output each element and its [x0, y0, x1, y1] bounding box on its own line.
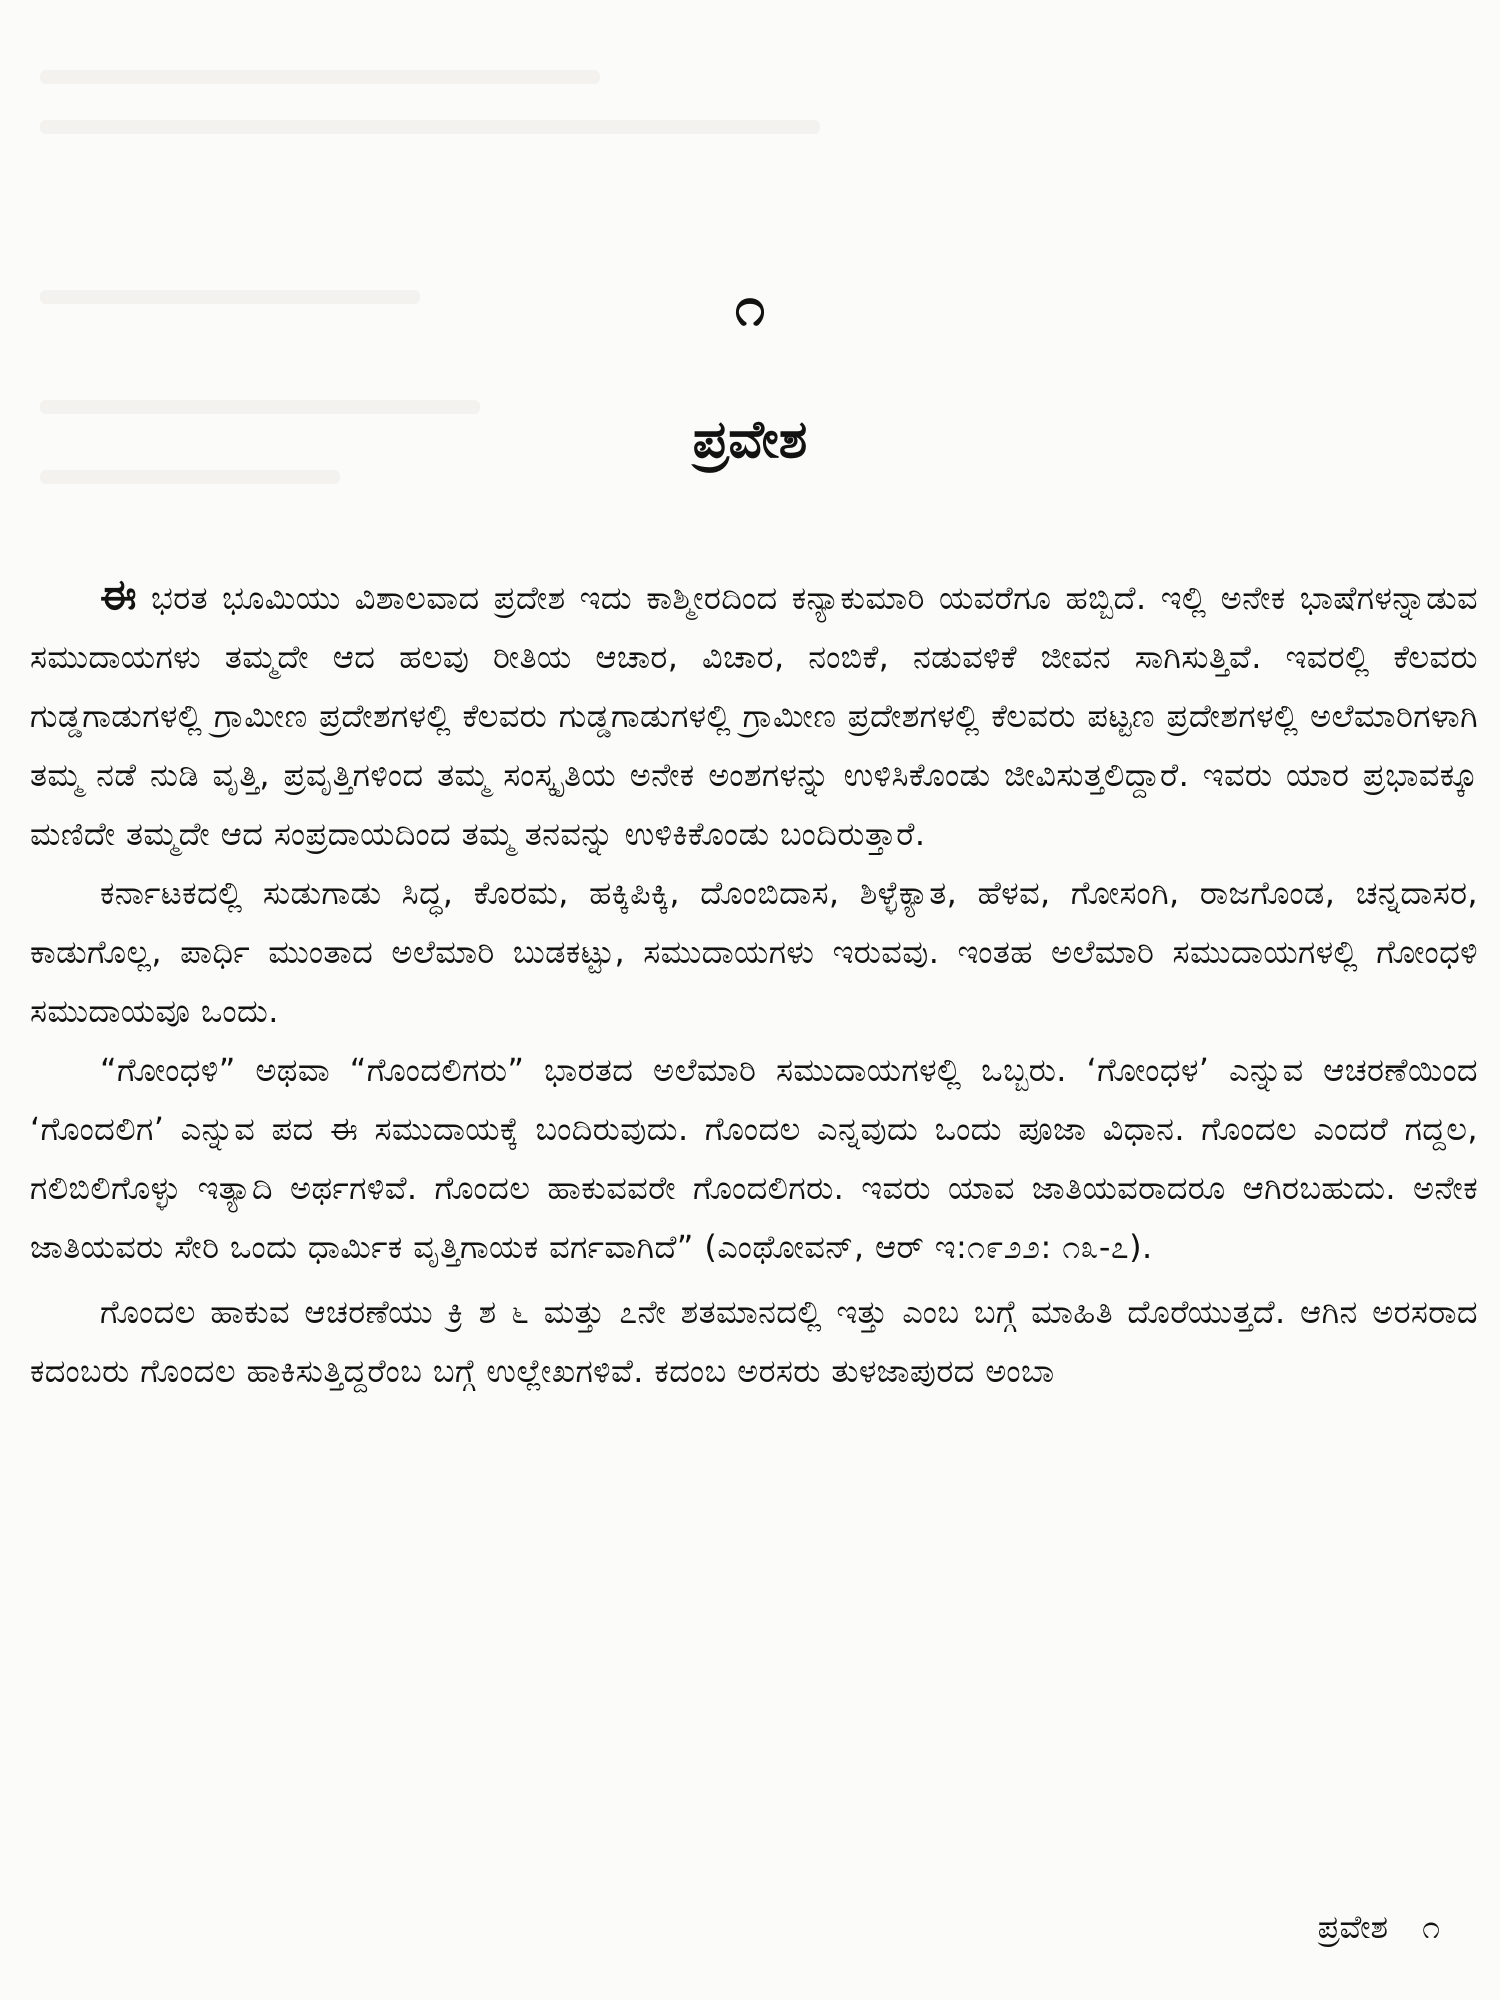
- paragraph-3: [30, 1041, 1478, 1277]
- bleed-through-line: [40, 70, 600, 84]
- page-number: ೧: [1422, 1908, 1440, 1946]
- paragraph-text: ಭರತ ಭೂಮಿಯು ವಿಶಾಲವಾದ ಪ್ರದೇಶ ಇದು ಕಾಶ್ಮೀರದಿಂದ ಕನ್ಯಾಕುಮಾರಿ ಯವರೆಗೂ ಹಬ್ಬಿದೆ. ಇಲ್ಲಿ ಅನೇಕ ಭಾಷೆಗಳನ್ನಾಡುವ ಸಮುದಾಯಗಳು ತಮ್ಮದೇ ಆದ ಹಲವು ರೀತಿಯ ಆಚಾರ, ವಿಚಾರ, ನಂಬಿಕೆ, ನಡುವಳಿಕೆ ಜೀವನ ಸಾಗಿಸುತ್ತಿವೆ. ಇವರಲ್ಲಿ ಕೆಲವರು ಗುಡ್ಡಗಾಡುಗಳಲ್ಲಿ ಗ್ರಾಮೀಣ ಪ್ರದೇಶಗಳಲ್ಲಿ ಕೆಲವರು ಗುಡ್ಡಗಾಡುಗಳಲ್ಲಿ ಗ್ರಾಮೀಣ ಪ್ರದೇಶಗಳಲ್ಲಿ ಕೆಲವರು ಪಟ್ಟಣ ಪ್ರದೇಶಗಳಲ್ಲಿ ಅಲೆಮಾರಿಗಳಾಗಿ ತಮ್ಮ ನಡೆ ನುಡಿ ವೃತ್ತಿ, ಪ್ರವೃತ್ತಿಗಳಿಂದ ತಮ್ಮ ಸಂಸ್ಕೃತಿಯ ಅನೇಕ ಅಂಶಗಳನ್ನು ಉಳಿಸಿಕೊಂಡು ಜೀವಿಸುತ್ತಲಿದ್ದಾರೆ. ಇವರು ಯಾರ ಪ್ರಭಾವಕ್ಕೂ ಮಣಿದೇ ತಮ್ಮದೇ ಆದ ಸಂಪ್ರದಾಯದಿಂದ ತಮ್ಮ ತನವನ್ನು ಉಳಿಕಿಕೊಂಡು ಬಂದಿರುತ್ತಾರೆ.: [30, 579, 1478, 853]
- paragraph-text: “ಗೋಂಧಳಿ” ಅಥವಾ “ಗೊಂದಲಿಗರು” ಭಾರತದ ಅಲೆಮಾರಿ ಸಮುದಾಯಗಳಲ್ಲಿ ಒಬ್ಬರು. ‘ಗೋಂಧಳ’ ಎನ್ನುವ ಆಚರಣೆಯಿಂದ ‘ಗೊಂದಲಿಗ’ ಎನ್ನುವ ಪದ ಈ ಸಮುದಾಯಕ್ಕೆ ಬಂದಿರುವುದು. ಗೊಂದಲ ಎನ್ನವುದು ಒಂದು ಪೂಜಾ ವಿಧಾನ. ಗೊಂದಲ ಎಂದರೆ ಗದ್ದಲ, ಗಲಿಬಿಲಿಗೊಳ್ಳು ಇತ್ಯಾದಿ ಅರ್ಥಗಳಿವೆ. ಗೊಂದಲ ಹಾಕುವವರೇ ಗೊಂದಲಿಗರು. ಇವರು ಯಾವ ಜಾತಿಯವರಾದರೂ ಆಗಿರಬಹುದು. ಅನೇಕ ಜಾತಿಯವರು ಸೇರಿ ಒಂದು ಧಾರ್ಮಿಕ ವೃತ್ತಿಗಾಯಕ ವರ್ಗವಾಗಿದೆ” (ಎಂಥೋವನ್, ಆರ್ ಇ:೧೯೨೨: ೧೩-೭).: [30, 1051, 1478, 1266]
- drop-lead-word: ಈ: [100, 570, 137, 619]
- body-text: [30, 565, 1478, 1401]
- paragraph-1: [30, 565, 1478, 864]
- bleed-through-line: [40, 120, 820, 134]
- chapter-number: ೧: [734, 275, 766, 338]
- paragraph-2: [30, 864, 1478, 1041]
- page-footer: [1318, 1902, 1440, 1952]
- chapter-title: ಪ್ರವೇಶ: [692, 410, 808, 470]
- paragraph-text: ಗೊಂದಲ ಹಾಕುವ ಆಚರಣೆಯು ಕ್ರಿ ಶ ೬ ಮತ್ತು ೭ನೇ ಶತಮಾನದಲ್ಲಿ ಇತ್ತು ಎಂಬ ಬಗ್ಗೆ ಮಾಹಿತಿ ದೊರೆಯುತ್ತದೆ. ಆಗಿನ ಅರಸರಾದ ಕದಂಬರು ಗೊಂದಲ ಹಾಕಿಸುತ್ತಿದ್ದರೆಂಬ ಬಗ್ಗೆ ಉಲ್ಲೇಖಗಳಿವೆ. ಕದಂಬ ಅರಸರು ತುಳಜಾಪುರದ ಅಂಬಾ: [30, 1293, 1478, 1390]
- paragraph-text: ಕರ್ನಾಟಕದಲ್ಲಿ ಸುಡುಗಾಡು ಸಿದ್ಧ, ಕೊರಮ, ಹಕ್ಕಿಪಿಕ್ಕಿ, ದೊಂಬಿದಾಸ, ಶಿಳ್ಳೆಕ್ಯಾತ, ಹೆಳವ, ಗೋಸಂಗಿ, ರಾಜಗೊಂಡ, ಚನ್ನದಾಸರ, ಕಾಡುಗೊಲ್ಲ, ಪಾರ್ಧಿ ಮುಂತಾದ ಅಲೆಮಾರಿ ಬುಡಕಟ್ಟು, ಸಮುದಾಯಗಳು ಇರುವವು. ಇಂತಹ ಅಲೆಮಾರಿ ಸಮುದಾಯಗಳಲ್ಲಿ ಗೋಂಧಳಿ ಸಮುದಾಯವೂ ಒಂದು.: [30, 874, 1478, 1030]
- running-title: ಪ್ರವೇಶ: [1317, 1908, 1389, 1946]
- paragraph-4: [30, 1283, 1478, 1401]
